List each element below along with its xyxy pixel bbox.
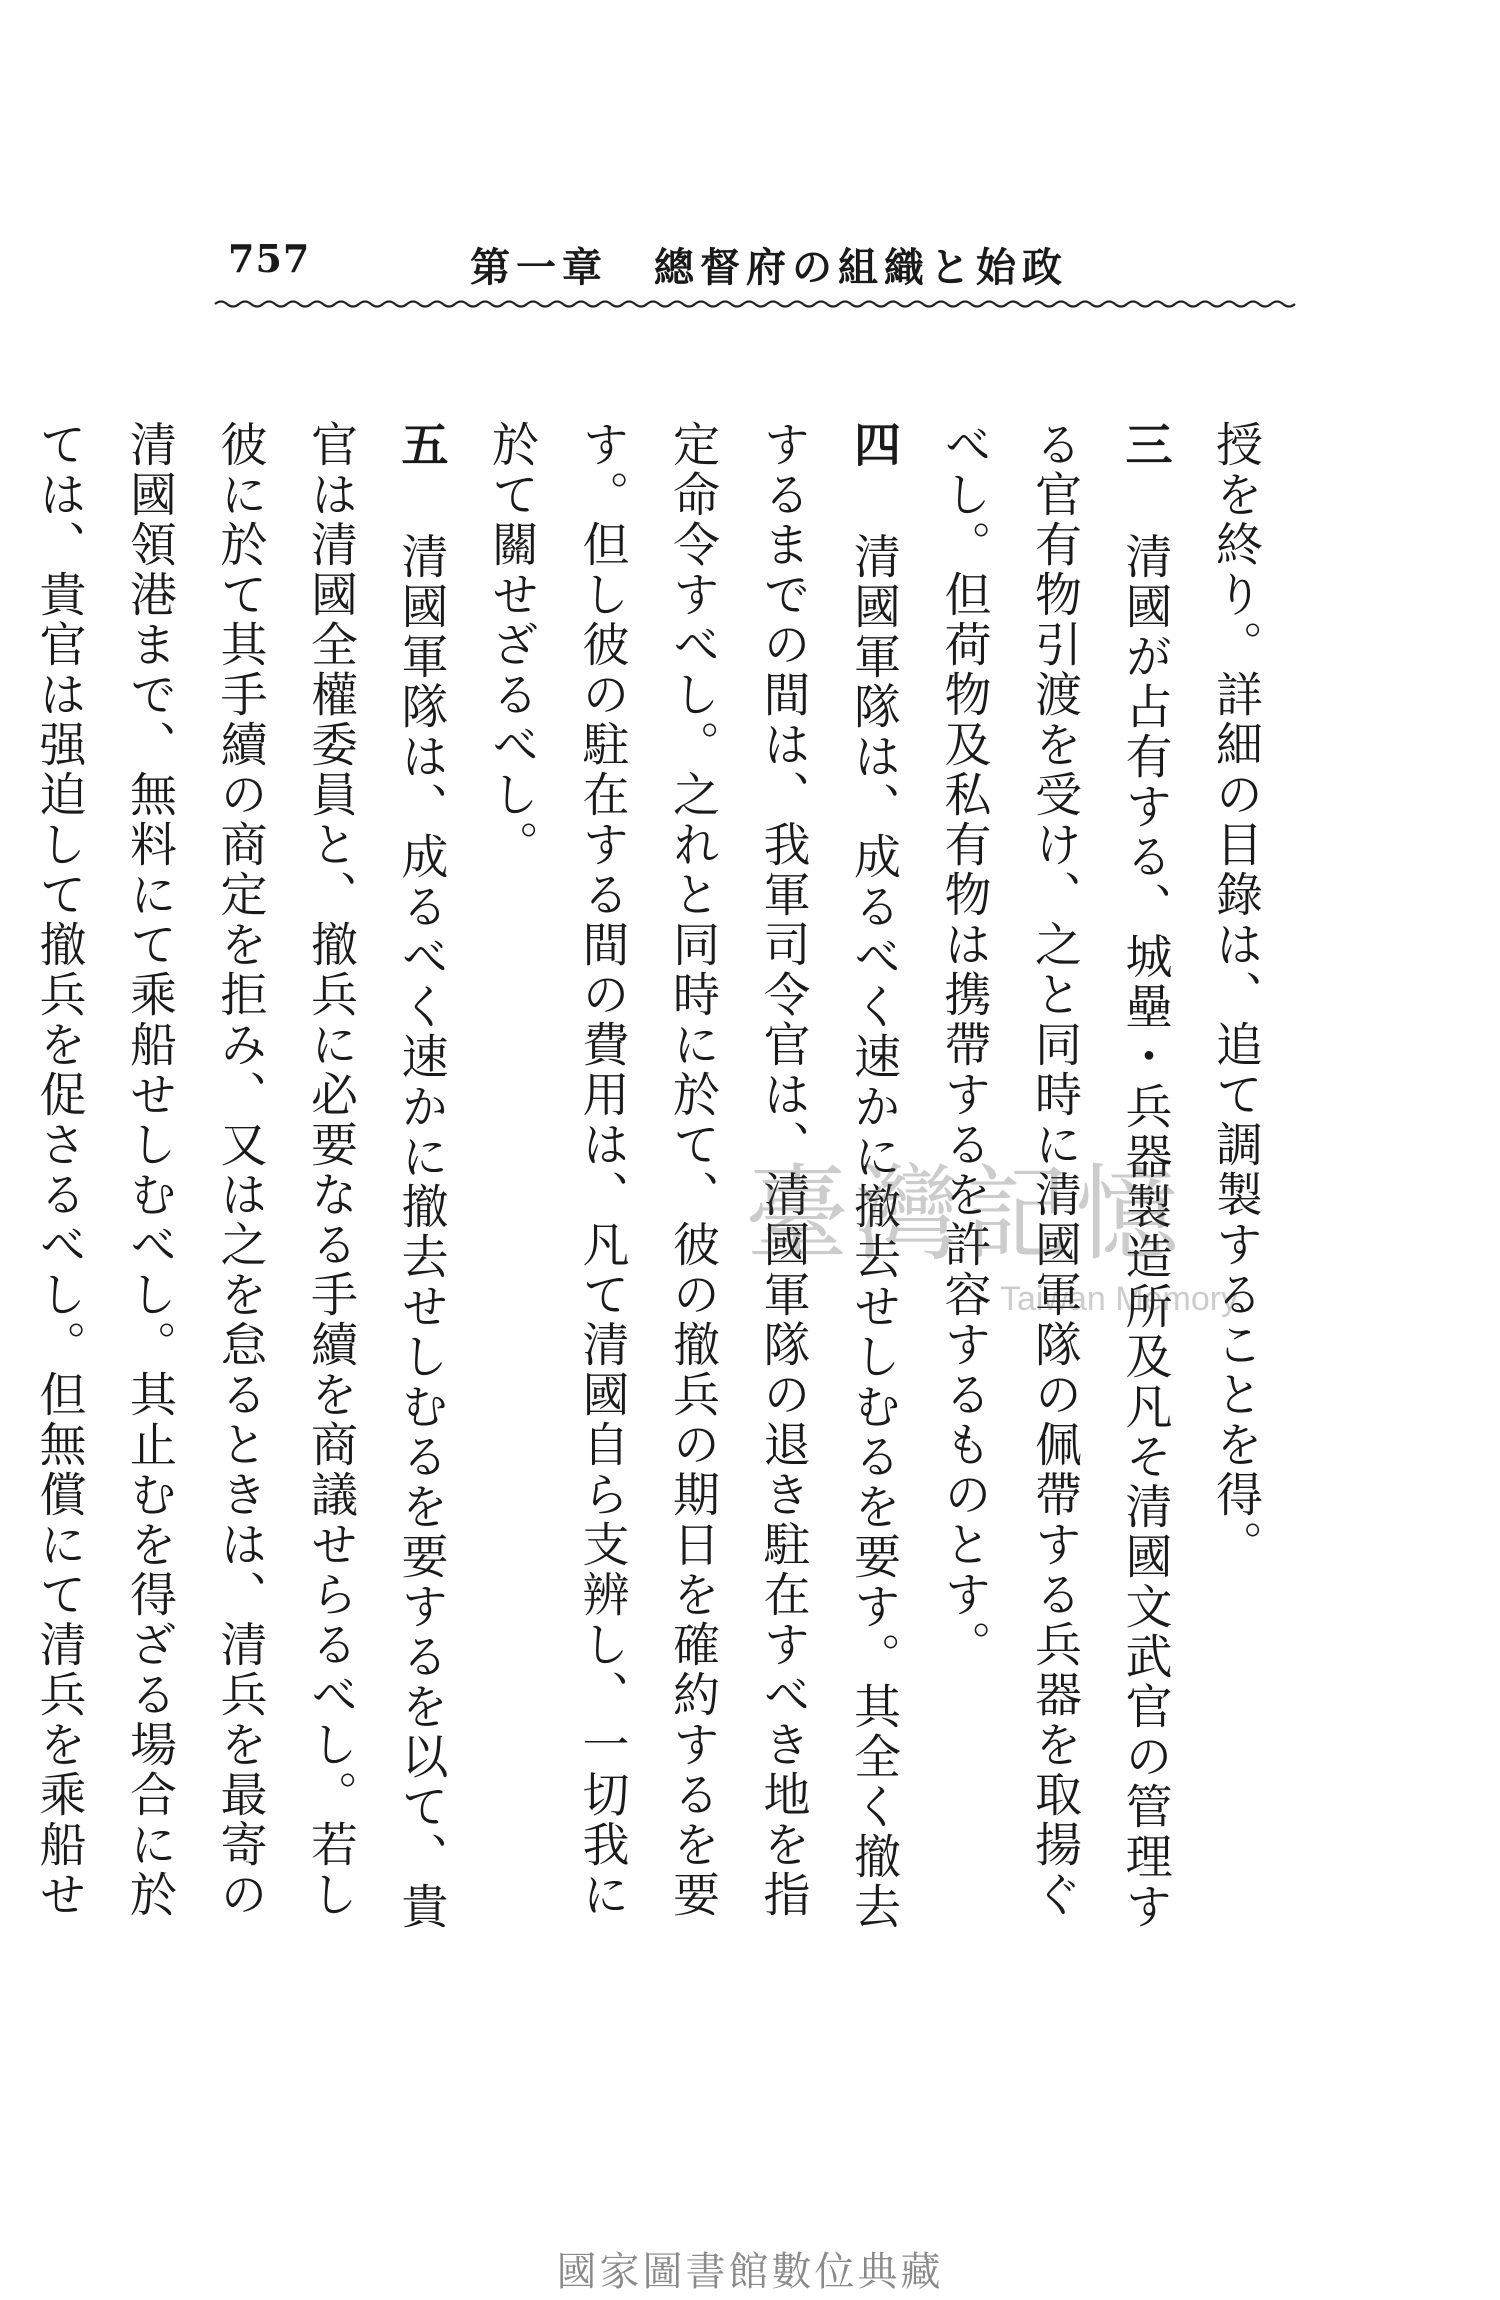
item-number: 四 bbox=[846, 420, 901, 470]
paragraph-text: 清國軍隊は、成るべく速かに撤去せしむるを要するを以て、貴官は清國全權委員と、撤兵に必要なる手續を商議せらるべし。若し彼に於て其手續の商定を拒み、又は之を怠るときは、清兵を最寄の清國領港まで、無料にて乘船せしむべし。其止むを得ざる場合に於ては、貴官は强迫して撤兵を促さるべし。但無償にて清兵を乘船せ bbox=[31, 420, 449, 1932]
item-number: 三 bbox=[1117, 420, 1173, 470]
paragraph-continuation bbox=[1190, 420, 1281, 1960]
watermark-script: 臺灣記憶 bbox=[745, 1153, 1186, 1275]
watermark-latin: Taiwan Memory bbox=[1000, 1280, 1239, 1318]
running-title: 第一章 總督府の組織と始政 bbox=[470, 244, 1068, 291]
paragraph-item-3 bbox=[918, 420, 1190, 1960]
item-number: 五 bbox=[393, 420, 449, 470]
paragraph-item-4 bbox=[466, 420, 919, 1960]
paragraph-text: 清國軍隊は、成るべく速かに撤去せしむるを要す。其全く撤去するまでの間は、我軍司令官は、清國軍隊の退き駐在すべき地を指定命令すべし。之れと同時に於て、彼の撤兵の期日を確約するを要す。但し彼の駐在する間の費用は、凡て清國自ら支辨し、一切我に於て關せざるべし。 bbox=[484, 420, 901, 1932]
paragraph-text: 授を終り。詳細の目錄は、追て調製することを得。 bbox=[1208, 420, 1263, 1570]
paragraph-item-5 bbox=[0, 420, 466, 1960]
footer-credit: 國家圖書館數位典藏 bbox=[556, 2249, 944, 2295]
body-text bbox=[31, 420, 1280, 1960]
page-number: 757 bbox=[228, 236, 311, 281]
header-rule bbox=[215, 298, 1295, 310]
paragraph-text: 清國が占有する、城壘・兵器製造所及凡そ清國文武官の管理する官有物引渡を受け、之と同時に清國軍隊の佩帶する兵器を取揚ぐべし。但荷物及私有物は携帶するを許容するものとす。 bbox=[936, 420, 1173, 1932]
